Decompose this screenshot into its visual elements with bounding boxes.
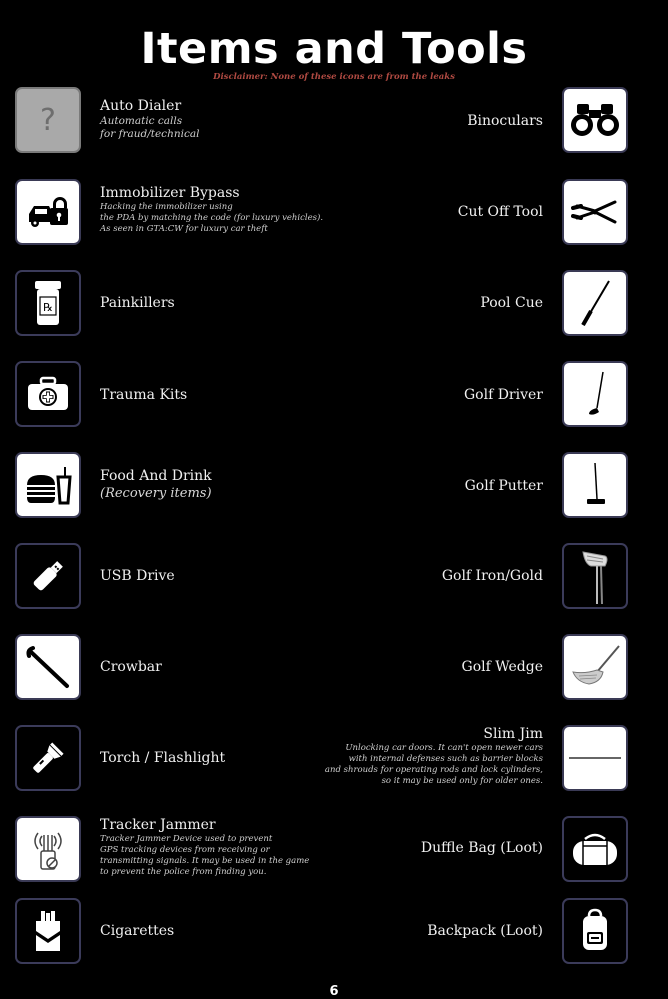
item-name: Painkillers xyxy=(100,295,175,311)
item-name: Cigarettes xyxy=(100,923,175,939)
item-name: Golf Iron/Gold xyxy=(441,568,543,584)
item-name: Backpack (Loot) xyxy=(427,923,543,939)
burger-drink-icon xyxy=(15,452,81,518)
item-name: Golf Driver xyxy=(463,387,543,403)
item-row xyxy=(0,270,668,340)
golf-putter-icon xyxy=(562,452,628,518)
item-desc-line: to prevent the police from finding you. xyxy=(100,867,267,877)
item-desc-line: Automatic calls xyxy=(100,115,183,127)
pool-cue-icon xyxy=(562,270,628,336)
item-desc-line: Tracker Jammer Device used to prevent xyxy=(100,834,273,844)
item-name: Trauma Kits xyxy=(100,387,188,403)
svg-text:?: ? xyxy=(40,103,56,138)
item-name: Golf Wedge xyxy=(461,659,543,675)
item-row xyxy=(0,634,668,704)
item-desc-line: transmitting signals. It may be used in the game xyxy=(100,856,310,866)
item-row xyxy=(0,87,668,157)
pill-bottle-icon xyxy=(15,270,81,336)
item-row xyxy=(0,361,668,431)
duffle-bag-icon xyxy=(562,816,628,882)
usb-drive-icon xyxy=(15,543,81,609)
item-subtitle: (Recovery items) xyxy=(100,486,212,501)
item-name: Cut Off Tool xyxy=(457,204,543,220)
golf-driver-icon xyxy=(562,361,628,427)
item-row xyxy=(0,452,668,522)
slim-jim-icon xyxy=(562,725,628,791)
item-name: USB Drive xyxy=(100,568,175,584)
item-name: Golf Putter xyxy=(464,478,543,494)
item-name: Pool Cue xyxy=(480,295,543,311)
cigarette-pack-icon xyxy=(15,898,81,964)
crowbar-icon xyxy=(15,634,81,700)
item-desc-line: so it may be used only for older ones. xyxy=(381,776,543,786)
item-name: Duffle Bag (Loot) xyxy=(420,840,543,856)
jammer-icon xyxy=(15,816,81,882)
car-lock-icon xyxy=(15,179,81,245)
item-name: Torch / Flashlight xyxy=(100,750,226,766)
item-name: Slim Jim xyxy=(483,726,543,742)
binoculars-icon xyxy=(562,87,628,153)
item-row xyxy=(0,179,668,249)
first-aid-kit-icon xyxy=(15,361,81,427)
item-row xyxy=(0,725,668,795)
item-name: Crowbar xyxy=(100,659,162,675)
question-mark-icon xyxy=(15,87,81,153)
item-desc-line: As seen in GTA:CW for luxury car theft xyxy=(100,224,268,234)
backpack-icon xyxy=(562,898,628,964)
item-name: Food And Drink xyxy=(100,468,212,484)
svg-text:℞: ℞ xyxy=(43,301,53,314)
item-desc-line: Hacking the immobilizer using xyxy=(100,202,233,212)
item-row xyxy=(0,898,668,968)
item-desc-line: the PDA by matching the code (for luxury vehicles). xyxy=(100,213,324,223)
item-desc-line: Unlocking car doors. It can't open newer cars xyxy=(345,743,543,753)
flashlight-icon xyxy=(15,725,81,791)
item-name: Auto Dialer xyxy=(100,98,182,114)
item-desc-line: and shrouds for operating rods and lock cylinders, xyxy=(324,765,543,775)
golf-iron-icon xyxy=(562,543,628,609)
item-desc-line: for fraud/technical xyxy=(100,128,200,140)
disclaimer: Disclaimer: None of these icons are from the leaks xyxy=(213,72,455,82)
item-row xyxy=(0,816,668,886)
page-number: 6 xyxy=(329,984,339,999)
item-name: Tracker Jammer xyxy=(100,817,216,833)
page-title: Items and Tools xyxy=(140,24,528,74)
item-name: Immobilizer Bypass xyxy=(100,185,240,201)
item-row xyxy=(0,543,668,613)
item-desc-line: with internal defenses such as barrier blocks xyxy=(348,754,543,764)
item-desc-line: GPS tracking devices from receiving or xyxy=(100,845,270,855)
cutters-icon xyxy=(562,179,628,245)
golf-wedge-icon xyxy=(562,634,628,700)
item-name: Binoculars xyxy=(467,113,543,129)
